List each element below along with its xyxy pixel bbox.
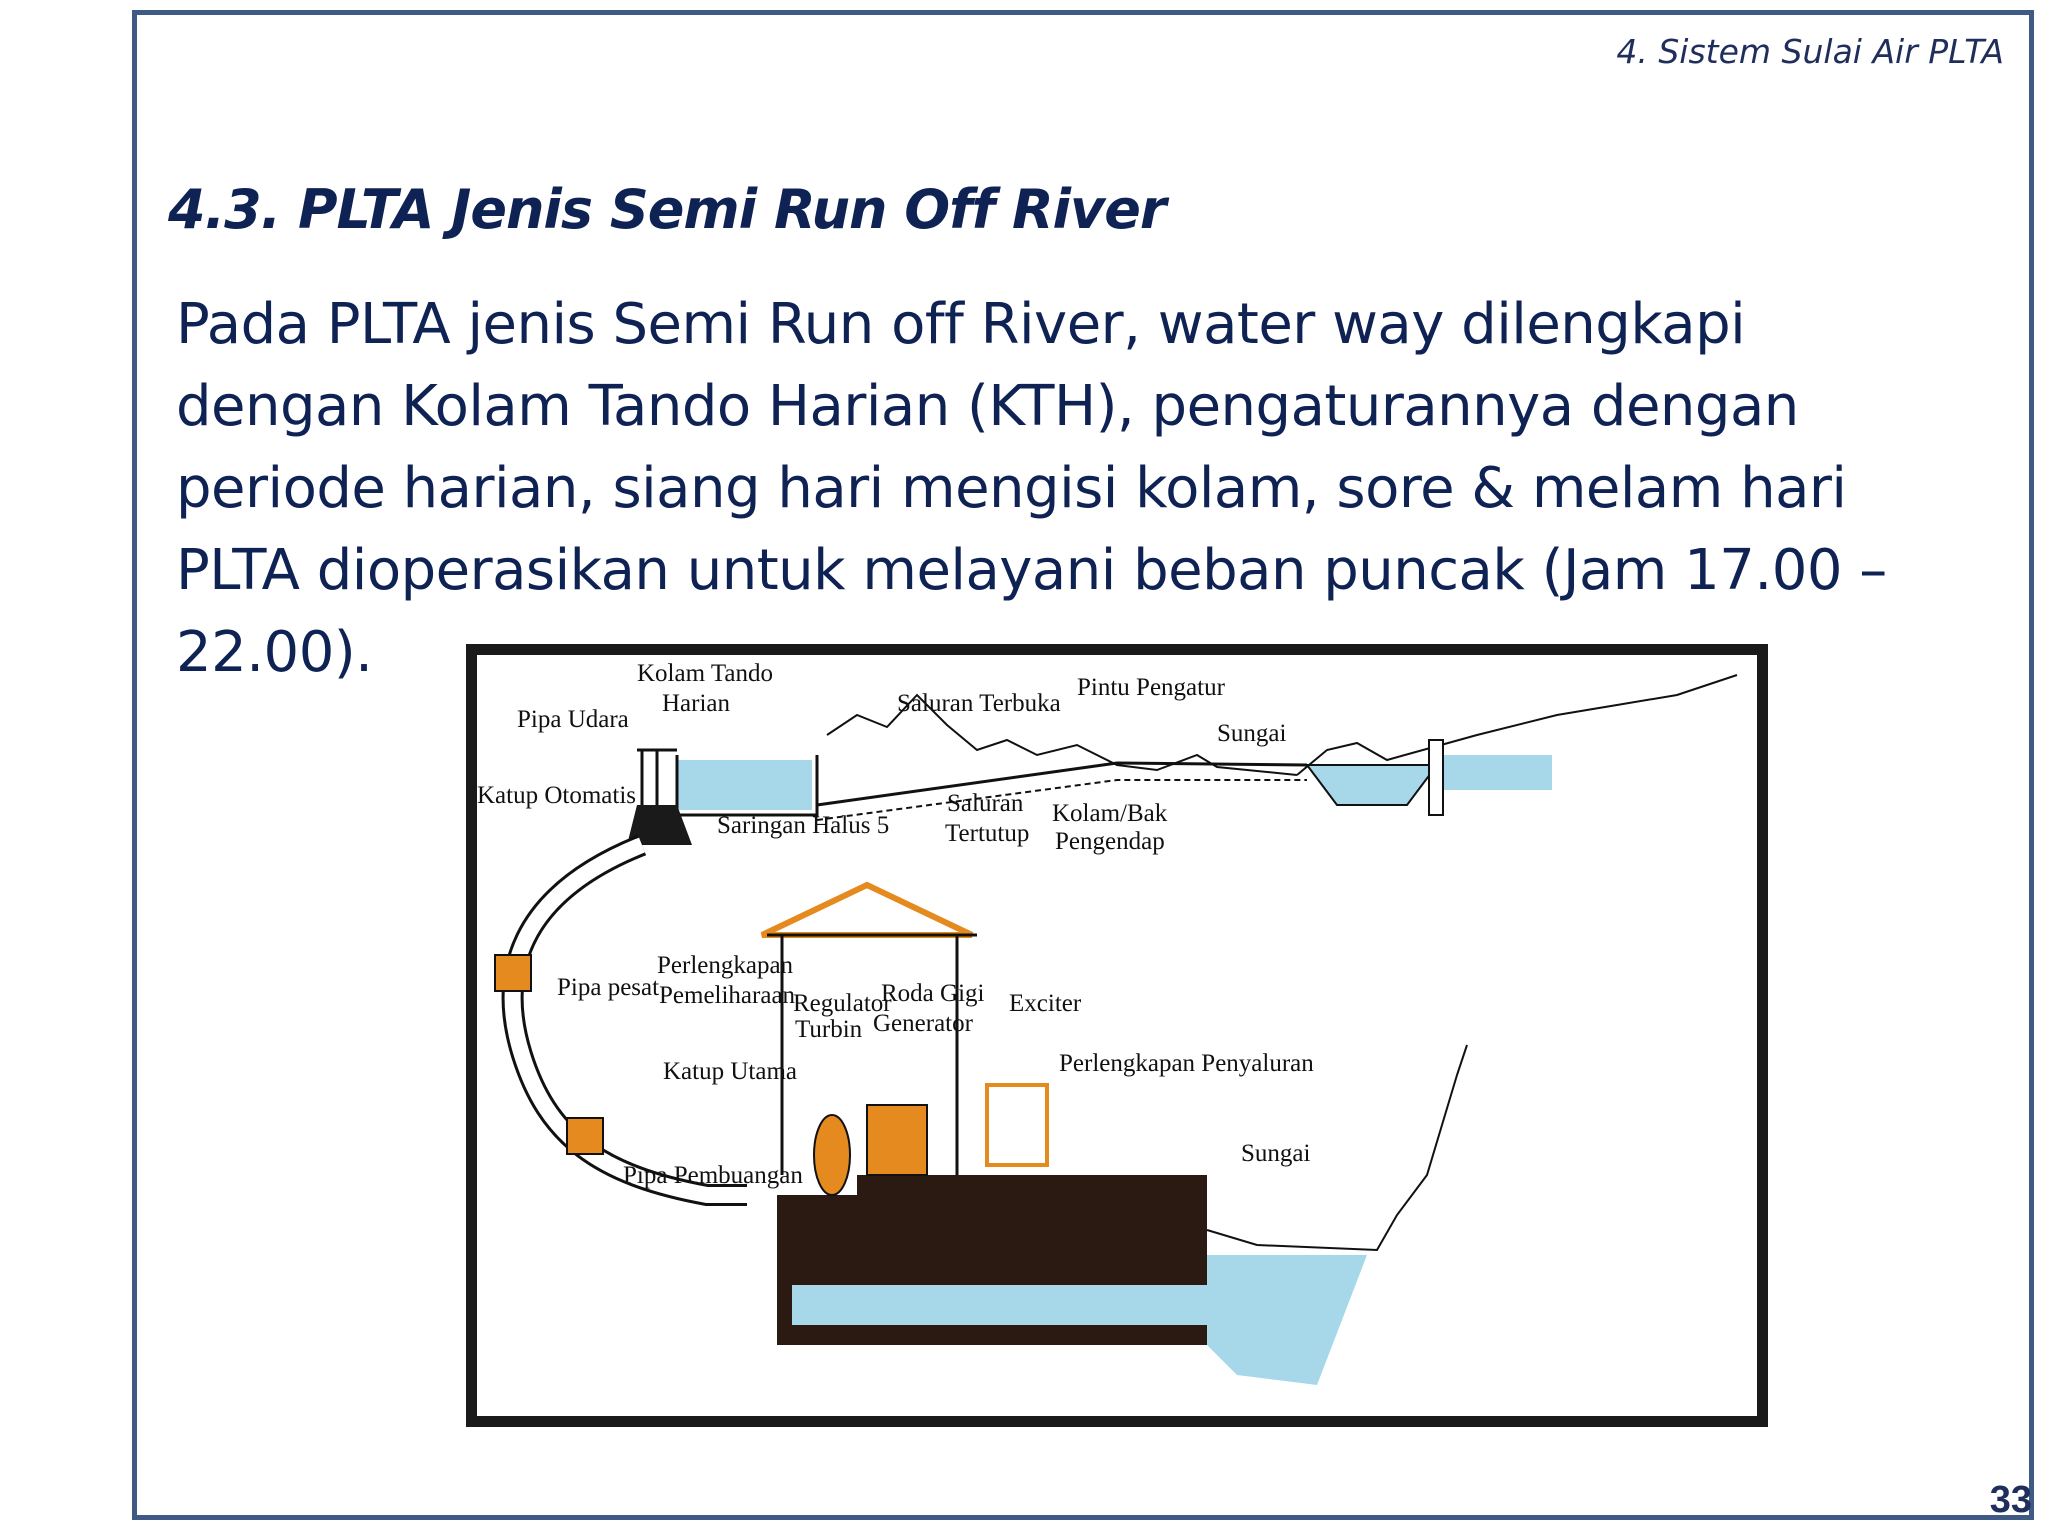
label-perlengkapan-penyaluran: Perlengkapan Penyaluran [1059,1050,1314,1077]
body-line: 22.00). [176,620,373,685]
label-kolam-tando: Kolam Tando [637,660,773,687]
anchor-block [495,955,531,991]
turbine [814,1115,850,1195]
floor-slab [857,1175,1207,1205]
body-line: Pada PLTA jenis Semi Run off River, water way dilengkapi [176,292,1746,357]
label-pipa-udara: Pipa Udara [517,706,629,733]
label-saringan-halus: Saringan Halus 5 [717,812,890,839]
label-saluran-tertutup: Tertutup [945,820,1030,847]
label-sungai-top: Sungai [1217,720,1287,747]
label-pipa-pembuangan: Pipa Pembuangan [623,1162,803,1189]
penstock-pipe-inner [513,845,747,1195]
sungai-top-water [1442,755,1552,790]
label-regulator-turbin: Regulator [793,990,892,1017]
pintu-pengatur-gate [1429,740,1443,815]
gantry-roof [762,885,972,935]
label-pipa-pesat: Pipa pesat [557,974,660,1001]
anchor-block [567,1118,603,1154]
transformer [987,1085,1047,1165]
label-regulator-turbin: Turbin [795,1016,863,1043]
body-line: dengan Kolam Tando Harian (KTH), pengaturannya dengan [176,374,1799,439]
label-kolam-bak: Kolam/Bak [1052,800,1168,827]
slide-title: 4.3. PLTA Jenis Semi Run Off River [168,178,1166,241]
kolam-tando-water [677,760,812,810]
label-perlengkapan-pemeliharaan: Perlengkapan [657,952,794,979]
section-header: 4. Sistem Sulai Air PLTA [1616,32,2004,71]
pipa-udara-shape [637,750,677,805]
tailrace-water [792,1285,1212,1325]
label-perlengkapan-pemeliharaan: Pemeliharaan [659,982,796,1009]
label-kolam-tando: Harian [662,690,731,717]
label-pintu-pengatur: Pintu Pengatur [1077,674,1225,701]
label-saluran-tertutup: Saluran [947,790,1024,817]
page-number: 33 [1989,1479,2032,1521]
label-katup-otomatis: Katup Otomatis [477,782,637,809]
kolam-pengendap-water [1307,765,1437,805]
label-katup-utama: Katup Utama [663,1058,797,1085]
plta-diagram [466,644,1768,1427]
label-exciter: Exciter [1009,990,1082,1017]
label-kolam-bak: Pengendap [1055,828,1165,855]
label-roda-gigi: Roda Gigi [881,980,985,1007]
body-line: PLTA dioperasikan untuk melayani beban puncak (Jam 17.00 – [176,538,1887,603]
label-saluran-terbuka: Saluran Terbuka [897,690,1061,717]
plta-schematic [477,655,1757,1416]
label-sungai-bottom: Sungai [1241,1140,1311,1167]
sungai-bottom-water [1207,1255,1367,1385]
body-paragraph [176,284,1936,694]
label-roda-gigi: Generator [873,1010,973,1037]
generator [867,1105,927,1175]
body-line: periode harian, siang hari mengisi kolam, sore & melam hari [176,456,1847,521]
